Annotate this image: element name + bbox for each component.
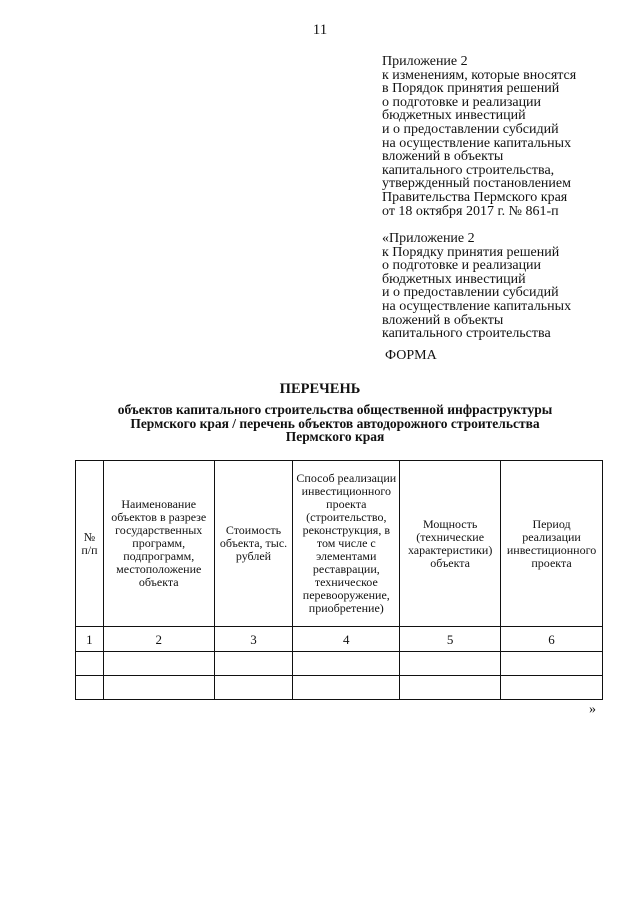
form-label: ФОРМА [385, 348, 437, 363]
table-cell [293, 676, 400, 700]
appendix-line: и о предоставлении субсидий [382, 285, 559, 301]
subtitle-line: Пермского края [285, 429, 385, 444]
appendix-line: к Порядку принятия решений [382, 244, 560, 260]
table-cell [103, 676, 214, 700]
appendix-line: вложений в объекты [382, 149, 504, 165]
appendix-line: от 18 октября 2017 г. № 861-п [382, 203, 559, 219]
table-cell [76, 652, 104, 676]
column-number: 5 [400, 627, 501, 652]
table-cell [400, 676, 501, 700]
appendix-line: на осуществление капитальных [382, 135, 572, 151]
appendix-line: «Приложение 2 [382, 231, 475, 246]
header-object-name: Наименование объектов в разрезе государственных программ, подпрограмм, местоположение объекта [103, 461, 214, 627]
appendix-amending-block [382, 55, 632, 218]
header-cost: Стоимость объекта, тыс. рублей [214, 461, 293, 627]
appendix-line: к изменениям, которые вносятся [382, 67, 577, 83]
appendix-line: вложений в объекты [382, 312, 504, 328]
appendix-order-block [382, 232, 632, 341]
column-number: 4 [293, 627, 400, 652]
table-cell [400, 652, 501, 676]
table-cell [501, 652, 603, 676]
appendix-line: на осуществление капитальных [382, 298, 572, 314]
table-cell [103, 652, 214, 676]
table-cell [293, 652, 400, 676]
document-subtitle [60, 403, 610, 444]
table-cell [214, 652, 293, 676]
appendix-line: в Порядок принятия решений [382, 81, 560, 97]
appendix-line: капитального строительства [382, 326, 551, 342]
column-number: 1 [76, 627, 104, 652]
subtitle-line: объектов капитального строительства общественной инфраструктуры [117, 402, 553, 417]
table-row [76, 652, 603, 676]
header-number: № п/п [76, 461, 104, 627]
appendix-line: бюджетных инвестиций [382, 108, 526, 124]
header-implementation-method: Способ реализации инвестиционного проекта (строительство, реконструкция, в том числе с элементами реставрации, техническое перевооружение, приобретение) [293, 461, 400, 627]
table-cell [501, 676, 603, 700]
objects-list-table [75, 460, 603, 700]
appendix-line: Приложение 2 [382, 54, 468, 69]
closing-quote: » [589, 702, 596, 717]
appendix-line: капитального строительства, [382, 162, 555, 178]
document-title: ПЕРЕЧЕНЬ [279, 381, 361, 397]
appendix-line: и о предоставлении субсидий [382, 121, 559, 137]
table-cell [76, 676, 104, 700]
appendix-line: о подготовке и реализации [382, 258, 542, 274]
subtitle-line: Пермского края / перечень объектов автодорожного строительства [130, 415, 540, 431]
table-cell [214, 676, 293, 700]
appendix-line: Правительства Пермского края [382, 189, 568, 205]
table-header-row [76, 461, 603, 627]
header-period: Период реализации инвестиционного проекта [501, 461, 603, 627]
column-number: 6 [501, 627, 603, 652]
header-capacity: Мощность (технические характеристики) объекта [400, 461, 501, 627]
page-number: 11 [312, 22, 328, 38]
column-number: 3 [214, 627, 293, 652]
table-row [76, 676, 603, 700]
column-number: 2 [103, 627, 214, 652]
appendix-line: бюджетных инвестиций [382, 271, 526, 287]
appendix-line: о подготовке и реализации [382, 94, 542, 110]
appendix-line: утвержденный постановлением [382, 176, 571, 192]
column-number-row [76, 627, 603, 652]
